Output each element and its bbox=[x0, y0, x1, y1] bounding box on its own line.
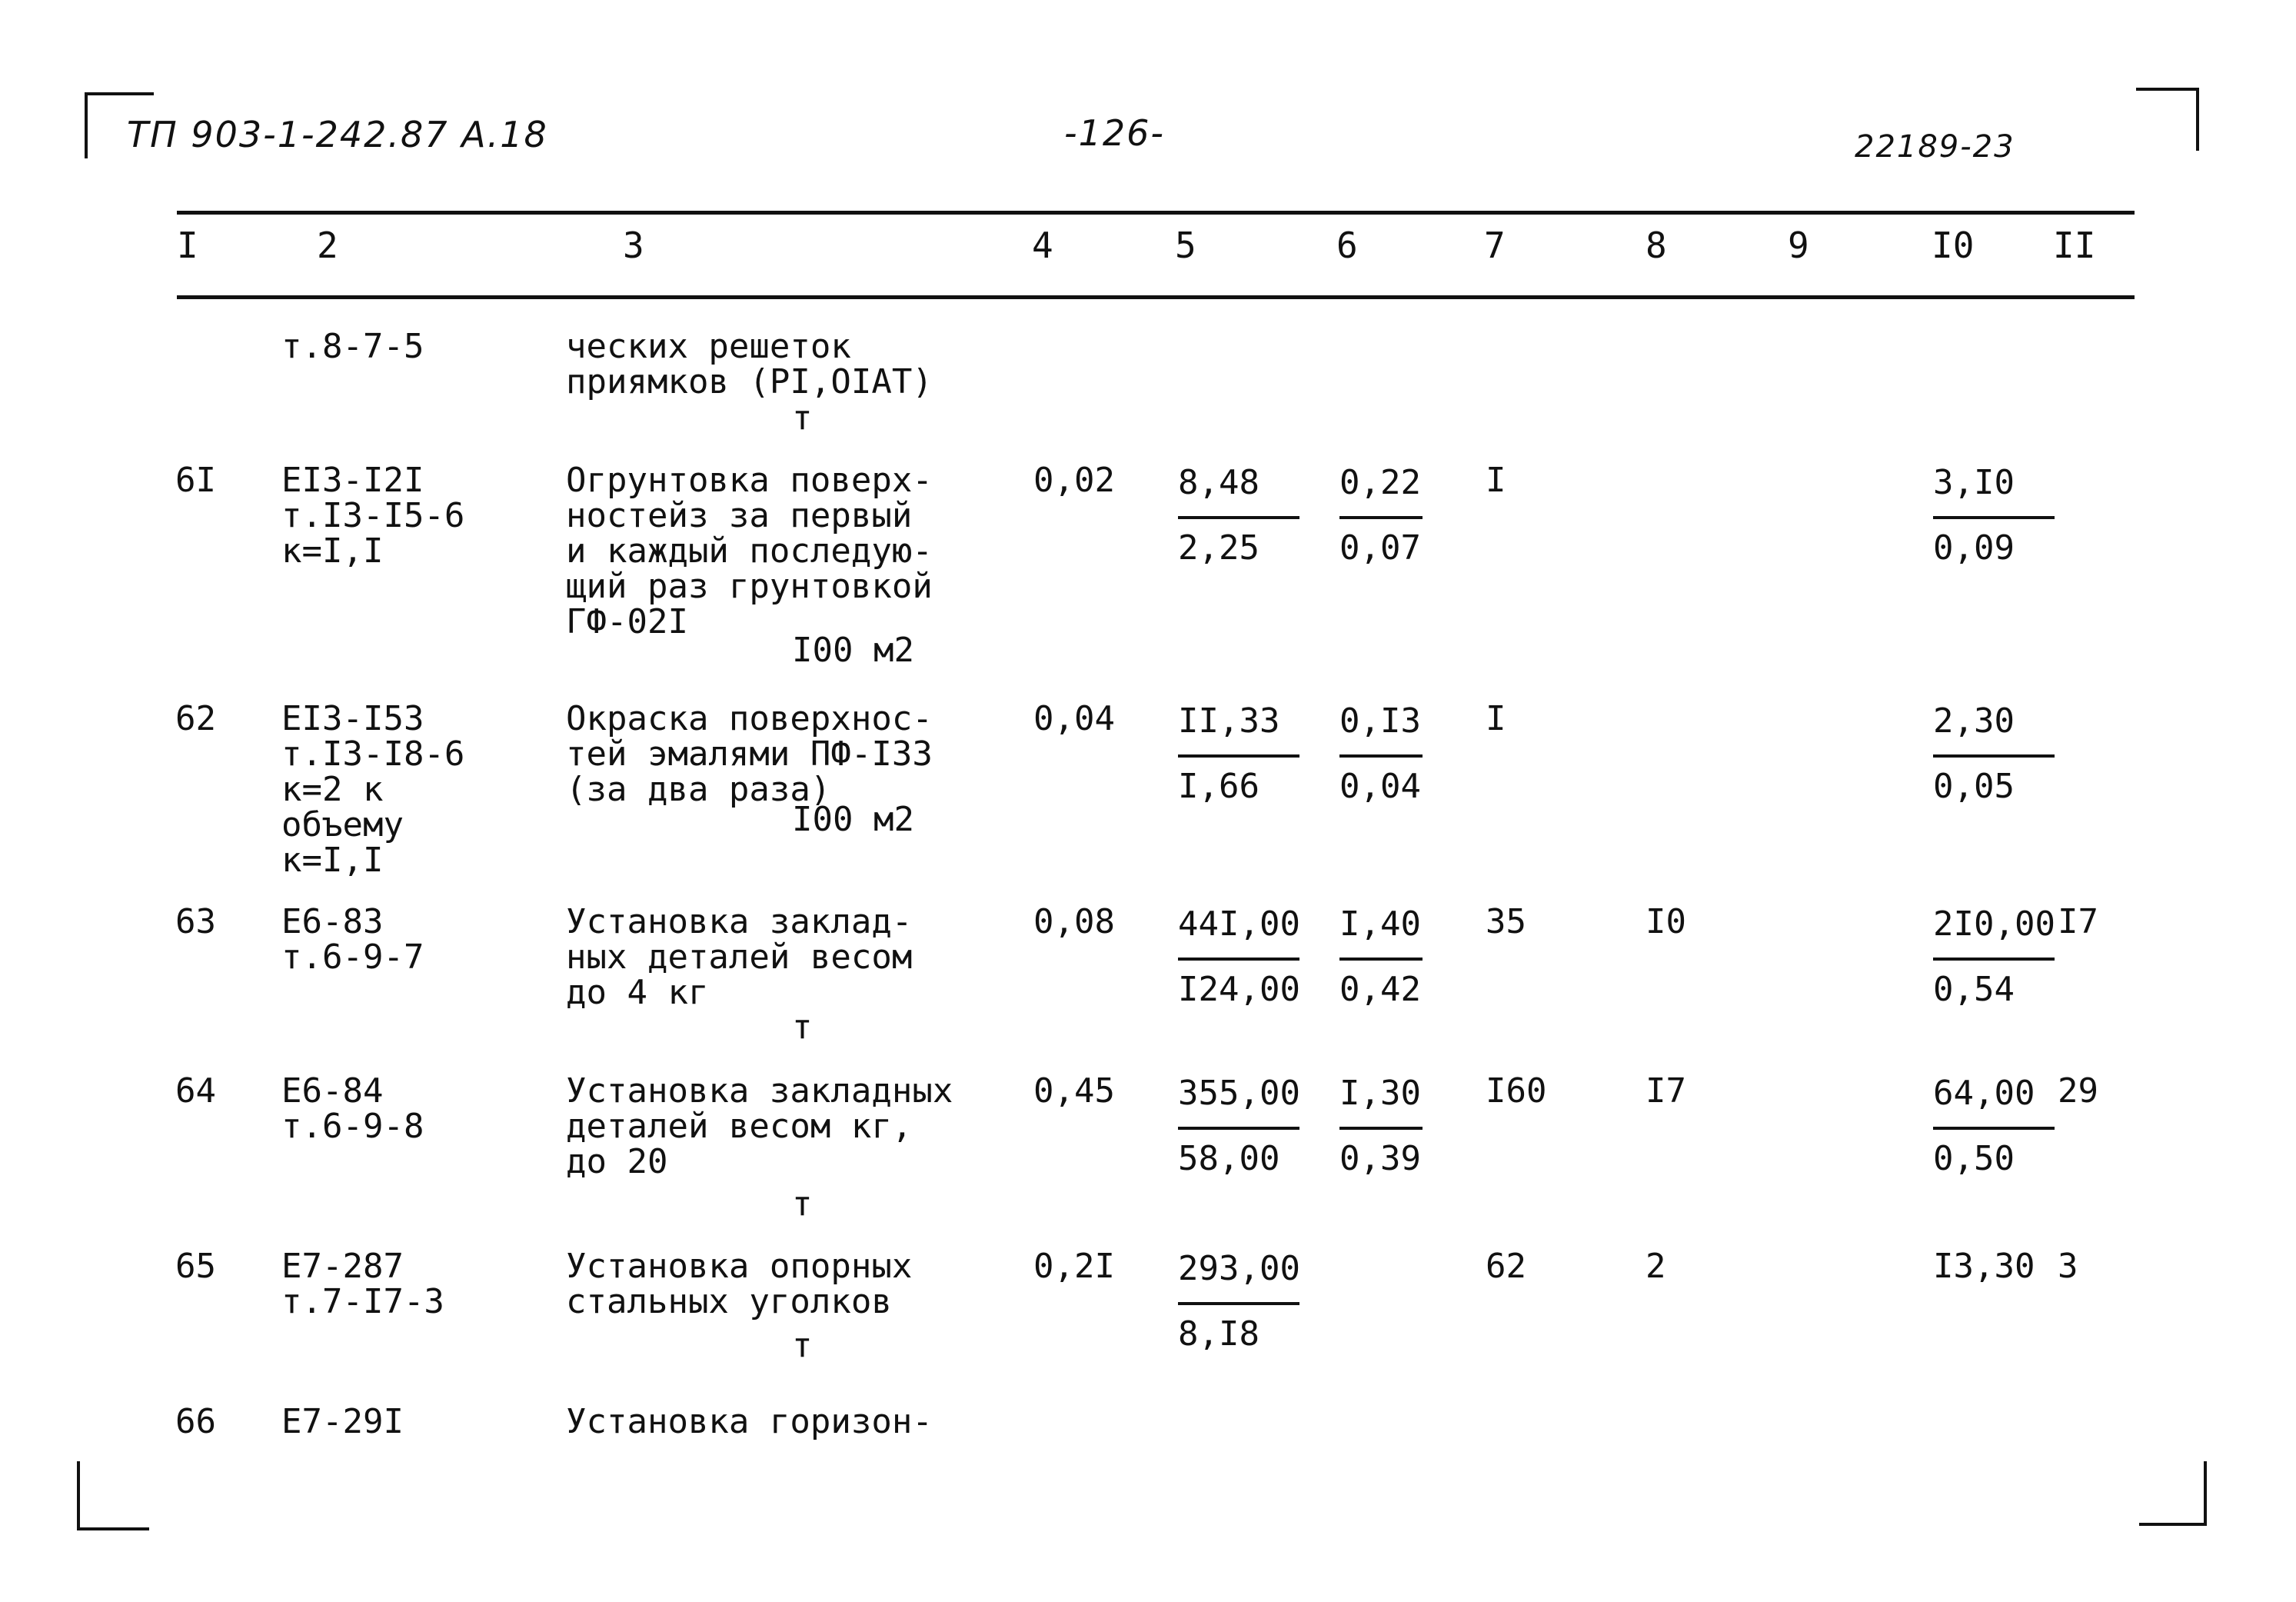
column-number: 9 bbox=[1788, 225, 1809, 266]
total-cost bbox=[1933, 904, 2055, 1009]
total-cost-numerator: 2I0,00 bbox=[1933, 904, 2055, 961]
col-7-value: 62 bbox=[1486, 1247, 1526, 1286]
row-number: 63 bbox=[175, 902, 216, 941]
wage-cost bbox=[1339, 463, 1423, 568]
quantity: 0,45 bbox=[1033, 1071, 1115, 1111]
unit-cost-denominator: 8,I8 bbox=[1178, 1314, 1259, 1354]
corner-mark-bottom-right bbox=[2204, 1461, 2207, 1526]
column-number: II bbox=[2053, 225, 2096, 266]
row-number: 62 bbox=[175, 699, 216, 738]
unit-cost-denominator: 2,25 bbox=[1178, 528, 1259, 568]
work-description: ческих решеток приямков (PI,OIAT) bbox=[566, 327, 933, 401]
wage-cost-numerator: I,40 bbox=[1339, 904, 1423, 961]
total-cost-denominator: 0,54 bbox=[1933, 970, 2015, 1009]
unit-cost bbox=[1178, 904, 1299, 1009]
unit-cost-numerator: 8,48 bbox=[1178, 463, 1299, 519]
unit-cost bbox=[1178, 1074, 1299, 1178]
column-number: 5 bbox=[1175, 225, 1196, 266]
column-number: 7 bbox=[1484, 225, 1506, 266]
column-number: I0 bbox=[1932, 225, 1975, 266]
header-rule-bottom bbox=[177, 295, 2135, 299]
unit-cost-numerator: 44I,00 bbox=[1178, 904, 1299, 961]
unit-cost-numerator: 355,00 bbox=[1178, 1074, 1299, 1130]
norm-code: E7-29I bbox=[281, 1402, 404, 1441]
col-7-value: I60 bbox=[1486, 1071, 1547, 1111]
quantity: 0,08 bbox=[1033, 902, 1115, 941]
corner-mark-bottom-left bbox=[77, 1527, 149, 1530]
col-7-value: I bbox=[1486, 461, 1506, 500]
col-7-value: 35 bbox=[1486, 902, 1526, 941]
column-number: 8 bbox=[1645, 225, 1667, 266]
corner-mark-bottom-right bbox=[2139, 1523, 2207, 1526]
work-description: Огрунтовка поверх- ностейз за первый и каждый последую- щий раз грунтовкой ГФ-02I bbox=[566, 461, 933, 641]
row-number: 6I bbox=[175, 461, 216, 500]
wage-cost-denominator: 0,42 bbox=[1339, 970, 1421, 1009]
wage-cost-denominator: 0,04 bbox=[1339, 767, 1421, 806]
quantity: 0,02 bbox=[1033, 461, 1115, 500]
unit-cost-denominator: 58,00 bbox=[1178, 1139, 1280, 1178]
col-11-value: I7 bbox=[2058, 902, 2098, 941]
wage-cost-denominator: 0,07 bbox=[1339, 528, 1421, 568]
unit-cost-denominator: I,66 bbox=[1178, 767, 1259, 806]
quantity: 0,04 bbox=[1033, 699, 1115, 738]
corner-mark-top-left bbox=[85, 92, 88, 158]
column-number: 6 bbox=[1336, 225, 1358, 266]
total-cost-denominator: 0,50 bbox=[1933, 1139, 2015, 1178]
column-number: 3 bbox=[623, 225, 644, 266]
col-8-value: 2 bbox=[1645, 1247, 1666, 1286]
total-cost bbox=[1933, 463, 2055, 568]
unit-of-measure: I00 м2 bbox=[792, 800, 914, 839]
total-cost bbox=[1933, 701, 2055, 806]
corner-mark-top-right bbox=[2136, 88, 2199, 91]
col-8-value: I0 bbox=[1645, 902, 1686, 941]
norm-code: E7-287 т.7-I7-3 bbox=[281, 1247, 444, 1321]
total-cost-denominator: 0,09 bbox=[1933, 528, 2015, 568]
work-description: Установка опорных стальных уголков bbox=[566, 1247, 913, 1321]
unit-cost-denominator: I24,00 bbox=[1178, 970, 1300, 1009]
wage-cost-numerator: I,30 bbox=[1339, 1074, 1423, 1130]
norm-code: E6-84 т.6-9-8 bbox=[281, 1071, 424, 1146]
work-description: Установка закладных деталей весом кг, до 20 bbox=[566, 1071, 953, 1181]
norm-code: E6-83 т.6-9-7 bbox=[281, 902, 424, 977]
work-description: Окраска поверхнос- тей эмалями ПФ-I33 (за два раза) bbox=[566, 699, 933, 809]
wage-cost-denominator: 0,39 bbox=[1339, 1139, 1421, 1178]
norm-code: EI3-I2I т.I3-I5-6 к=I,I bbox=[281, 461, 465, 571]
inventory-number: 22189-23 bbox=[1855, 129, 2015, 165]
corner-mark-top-left bbox=[85, 92, 154, 95]
total-cost-numerator: 3,I0 bbox=[1933, 463, 2055, 519]
wage-cost bbox=[1339, 904, 1423, 1009]
row-number: 66 bbox=[175, 1402, 216, 1441]
work-description: Установка горизон- bbox=[566, 1402, 933, 1441]
unit-cost bbox=[1178, 1249, 1299, 1354]
col-8-value: I7 bbox=[1645, 1071, 1686, 1111]
unit-of-measure: т bbox=[792, 398, 813, 438]
wage-cost-numerator: 0,22 bbox=[1339, 463, 1423, 519]
column-number: 4 bbox=[1032, 225, 1053, 266]
wage-cost bbox=[1339, 701, 1423, 806]
unit-cost bbox=[1178, 701, 1299, 806]
page-number: -126- bbox=[1064, 112, 1165, 154]
work-description: Установка заклад- ных деталей весом до 4 кг bbox=[566, 902, 913, 1012]
column-number: 2 bbox=[317, 225, 338, 266]
total-cost-denominator: 0,05 bbox=[1933, 767, 2015, 806]
col-7-value: I bbox=[1486, 699, 1506, 738]
wage-cost-numerator: 0,I3 bbox=[1339, 701, 1423, 758]
col-11-value: 29 bbox=[2058, 1071, 2098, 1111]
norm-code: EI3-I53 т.I3-I8-6 к=2 к объему к=I,I bbox=[281, 699, 465, 880]
unit-of-measure: I00 м2 bbox=[792, 631, 914, 670]
col-11-value: 3 bbox=[2058, 1247, 2078, 1286]
row-number: 65 bbox=[175, 1247, 216, 1286]
unit-cost-numerator: 293,00 bbox=[1178, 1249, 1299, 1305]
header-rule-top bbox=[177, 211, 2135, 215]
document-code: ТП 903-1-242.87 А.18 bbox=[127, 114, 548, 155]
row-number: 64 bbox=[175, 1071, 216, 1111]
unit-of-measure: т bbox=[792, 1184, 813, 1224]
corner-mark-bottom-left bbox=[77, 1461, 80, 1530]
corner-mark-top-right bbox=[2196, 88, 2199, 151]
quantity: 0,2I bbox=[1033, 1247, 1115, 1286]
total-cost: I3,30 bbox=[1933, 1247, 2035, 1286]
norm-code: т.8-7-5 bbox=[281, 327, 424, 366]
unit-cost bbox=[1178, 463, 1299, 568]
total-cost-numerator: 64,00 bbox=[1933, 1074, 2055, 1130]
column-number: I bbox=[177, 225, 198, 266]
unit-of-measure: т bbox=[792, 1326, 813, 1365]
unit-of-measure: т bbox=[792, 1007, 813, 1047]
total-cost bbox=[1933, 1074, 2055, 1178]
wage-cost bbox=[1339, 1074, 1423, 1178]
total-cost-numerator: 2,30 bbox=[1933, 701, 2055, 758]
unit-cost-numerator: II,33 bbox=[1178, 701, 1299, 758]
